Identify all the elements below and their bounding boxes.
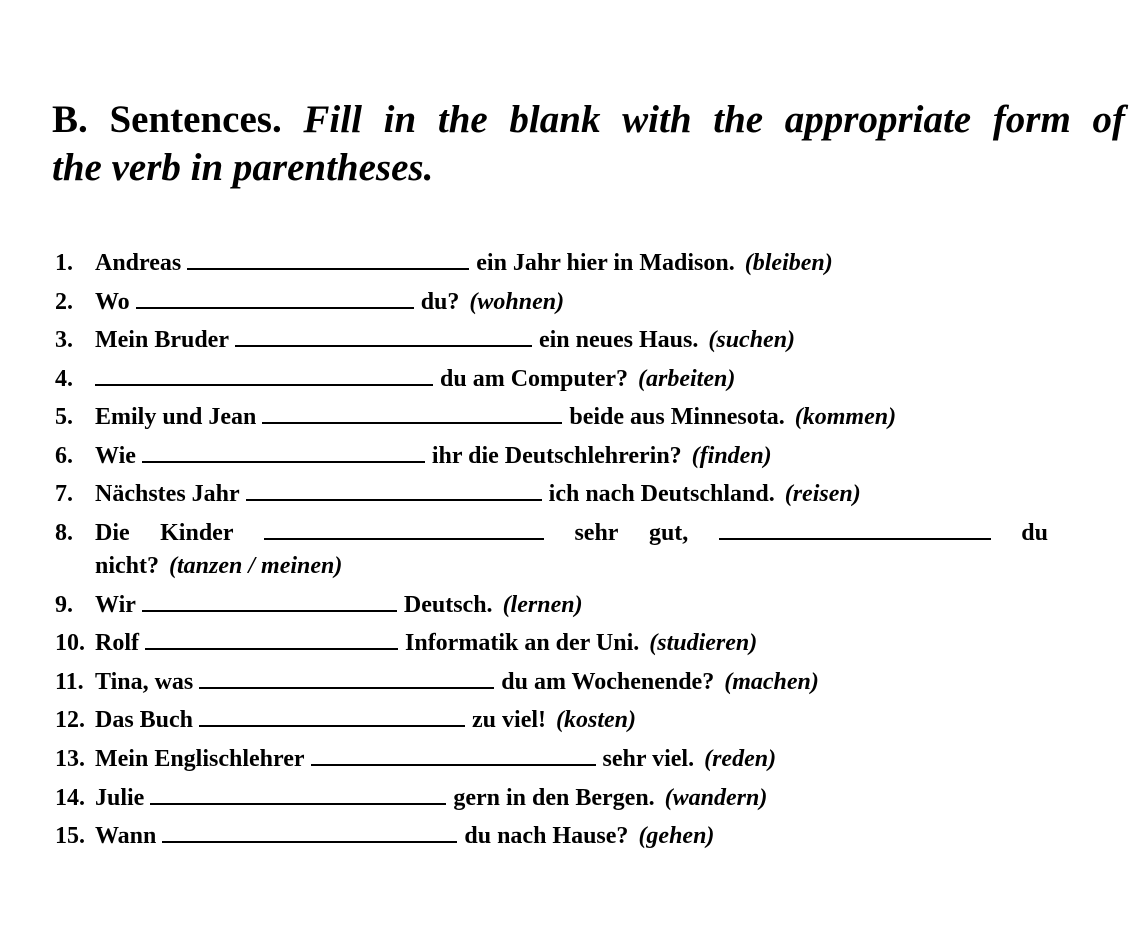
item-number: 4. xyxy=(55,366,73,392)
item-suffix: zu viel! xyxy=(472,707,547,733)
verb-hint: (wohnen) xyxy=(469,289,565,315)
item-number: 13. xyxy=(55,746,85,772)
item-suffix: Deutsch. xyxy=(403,592,493,618)
exercise-item-4 xyxy=(55,364,735,393)
item-number: 6. xyxy=(55,443,73,469)
exercise-item-10 xyxy=(55,628,757,657)
verb-hint: (tanzen / meinen) xyxy=(169,553,343,579)
item-prefix: Wann xyxy=(95,823,157,849)
verb-hint: (studieren) xyxy=(649,630,758,656)
item-number: 15. xyxy=(55,823,85,849)
exercise-item-12 xyxy=(55,705,636,734)
item-suffix: du nach Hause? xyxy=(464,823,629,849)
item-word: Die xyxy=(95,520,130,546)
item-word: du xyxy=(1021,520,1048,546)
answer-blank[interactable] xyxy=(142,441,425,463)
item-prefix: Mein Bruder xyxy=(95,327,229,353)
answer-blank[interactable] xyxy=(235,325,532,347)
item-prefix: Rolf xyxy=(95,630,139,656)
item-suffix: gern in den Bergen. xyxy=(453,785,655,811)
answer-blank[interactable] xyxy=(246,479,542,501)
item-prefix: Mein Englischlehrer xyxy=(95,746,305,772)
item-prefix: Julie xyxy=(95,785,145,811)
answer-blank[interactable] xyxy=(150,783,446,805)
answer-blank[interactable] xyxy=(95,364,433,386)
answer-blank[interactable] xyxy=(262,402,562,424)
item-number: 5. xyxy=(55,404,73,430)
exercise-item-14 xyxy=(55,783,767,812)
verb-hint: (lernen) xyxy=(502,592,583,618)
item-prefix: Tina, was xyxy=(95,669,194,695)
section-heading xyxy=(52,96,1125,192)
verb-hint: (machen) xyxy=(724,669,819,695)
exercise-item-15 xyxy=(55,821,714,850)
item-suffix: sehr viel. xyxy=(602,746,695,772)
item-number: 14. xyxy=(55,785,85,811)
item-suffix: du? xyxy=(420,289,460,315)
item-prefix: Wir xyxy=(95,592,136,618)
verb-hint: (finden) xyxy=(691,443,772,469)
item-prefix: Wo xyxy=(95,289,130,315)
item-suffix: ich nach Deutschland. xyxy=(548,481,775,507)
verb-hint: (suchen) xyxy=(708,327,796,353)
item-word: gut, xyxy=(648,520,689,546)
answer-blank[interactable] xyxy=(199,705,465,727)
item-suffix: ihr die Deutschlehrerin? xyxy=(431,443,682,469)
verb-hint: (arbeiten) xyxy=(638,366,736,392)
item-number: 10. xyxy=(55,630,85,656)
instruction-line-1: Fill in the blank with the appropriate form of xyxy=(303,98,1126,141)
exercise-item-8 xyxy=(55,518,1048,547)
item-prefix: Andreas xyxy=(95,250,182,276)
section-label: B. Sentences. xyxy=(52,98,282,141)
item-number: 7. xyxy=(55,481,73,507)
exercise-item-9 xyxy=(55,590,583,619)
answer-blank[interactable] xyxy=(199,667,494,689)
item-prefix: Nächstes Jahr xyxy=(95,481,240,507)
item-suffix: du am Wochenende? xyxy=(501,669,715,695)
item-number: 9. xyxy=(55,592,73,618)
item-suffix: beide aus Minnesota. xyxy=(569,404,785,430)
item-suffix: Informatik an der Uni. xyxy=(405,630,640,656)
exercise-item-1 xyxy=(55,248,833,277)
item-suffix: du am Computer? xyxy=(440,366,629,392)
item-prefix: Wie xyxy=(95,443,136,469)
verb-hint: (reden) xyxy=(704,746,777,772)
answer-blank[interactable] xyxy=(264,518,544,540)
answer-blank[interactable] xyxy=(142,590,397,612)
item-suffix: ein Jahr hier in Madison. xyxy=(476,250,735,276)
answer-blank[interactable] xyxy=(311,744,596,766)
exercise-item-8-continued xyxy=(95,552,342,580)
answer-blank[interactable] xyxy=(719,518,991,540)
item-suffix: ein neues Haus. xyxy=(538,327,699,353)
item-number: 2. xyxy=(55,289,73,315)
exercise-item-7 xyxy=(55,479,861,508)
exercise-item-13 xyxy=(55,744,776,773)
exercise-item-6 xyxy=(55,441,772,470)
answer-blank[interactable] xyxy=(145,628,398,650)
exercise-item-5 xyxy=(55,402,896,431)
answer-blank[interactable] xyxy=(136,287,414,309)
verb-hint: (reisen) xyxy=(784,481,861,507)
item-number: 1. xyxy=(55,250,73,276)
exercise-item-11 xyxy=(55,667,819,696)
item-prefix: Emily und Jean xyxy=(95,404,257,430)
item-prefix: Das Buch xyxy=(95,707,194,733)
instruction-line-2: the verb in parentheses. xyxy=(52,146,434,189)
verb-hint: (kosten) xyxy=(556,707,637,733)
item-word: Kinder xyxy=(160,520,234,546)
answer-blank[interactable] xyxy=(162,821,457,843)
exercise-item-2 xyxy=(55,287,564,316)
verb-hint: (gehen) xyxy=(638,823,715,849)
item-number: 8. xyxy=(55,520,73,546)
item-suffix: nicht? xyxy=(95,553,160,579)
verb-hint: (wandern) xyxy=(664,785,768,811)
item-number: 3. xyxy=(55,327,73,353)
item-number: 12. xyxy=(55,707,85,733)
exercise-item-3 xyxy=(55,325,795,354)
verb-hint: (kommen) xyxy=(794,404,897,430)
answer-blank[interactable] xyxy=(187,248,469,270)
item-number: 11. xyxy=(55,669,84,695)
item-word: sehr xyxy=(574,520,619,546)
verb-hint: (bleiben) xyxy=(744,250,833,276)
